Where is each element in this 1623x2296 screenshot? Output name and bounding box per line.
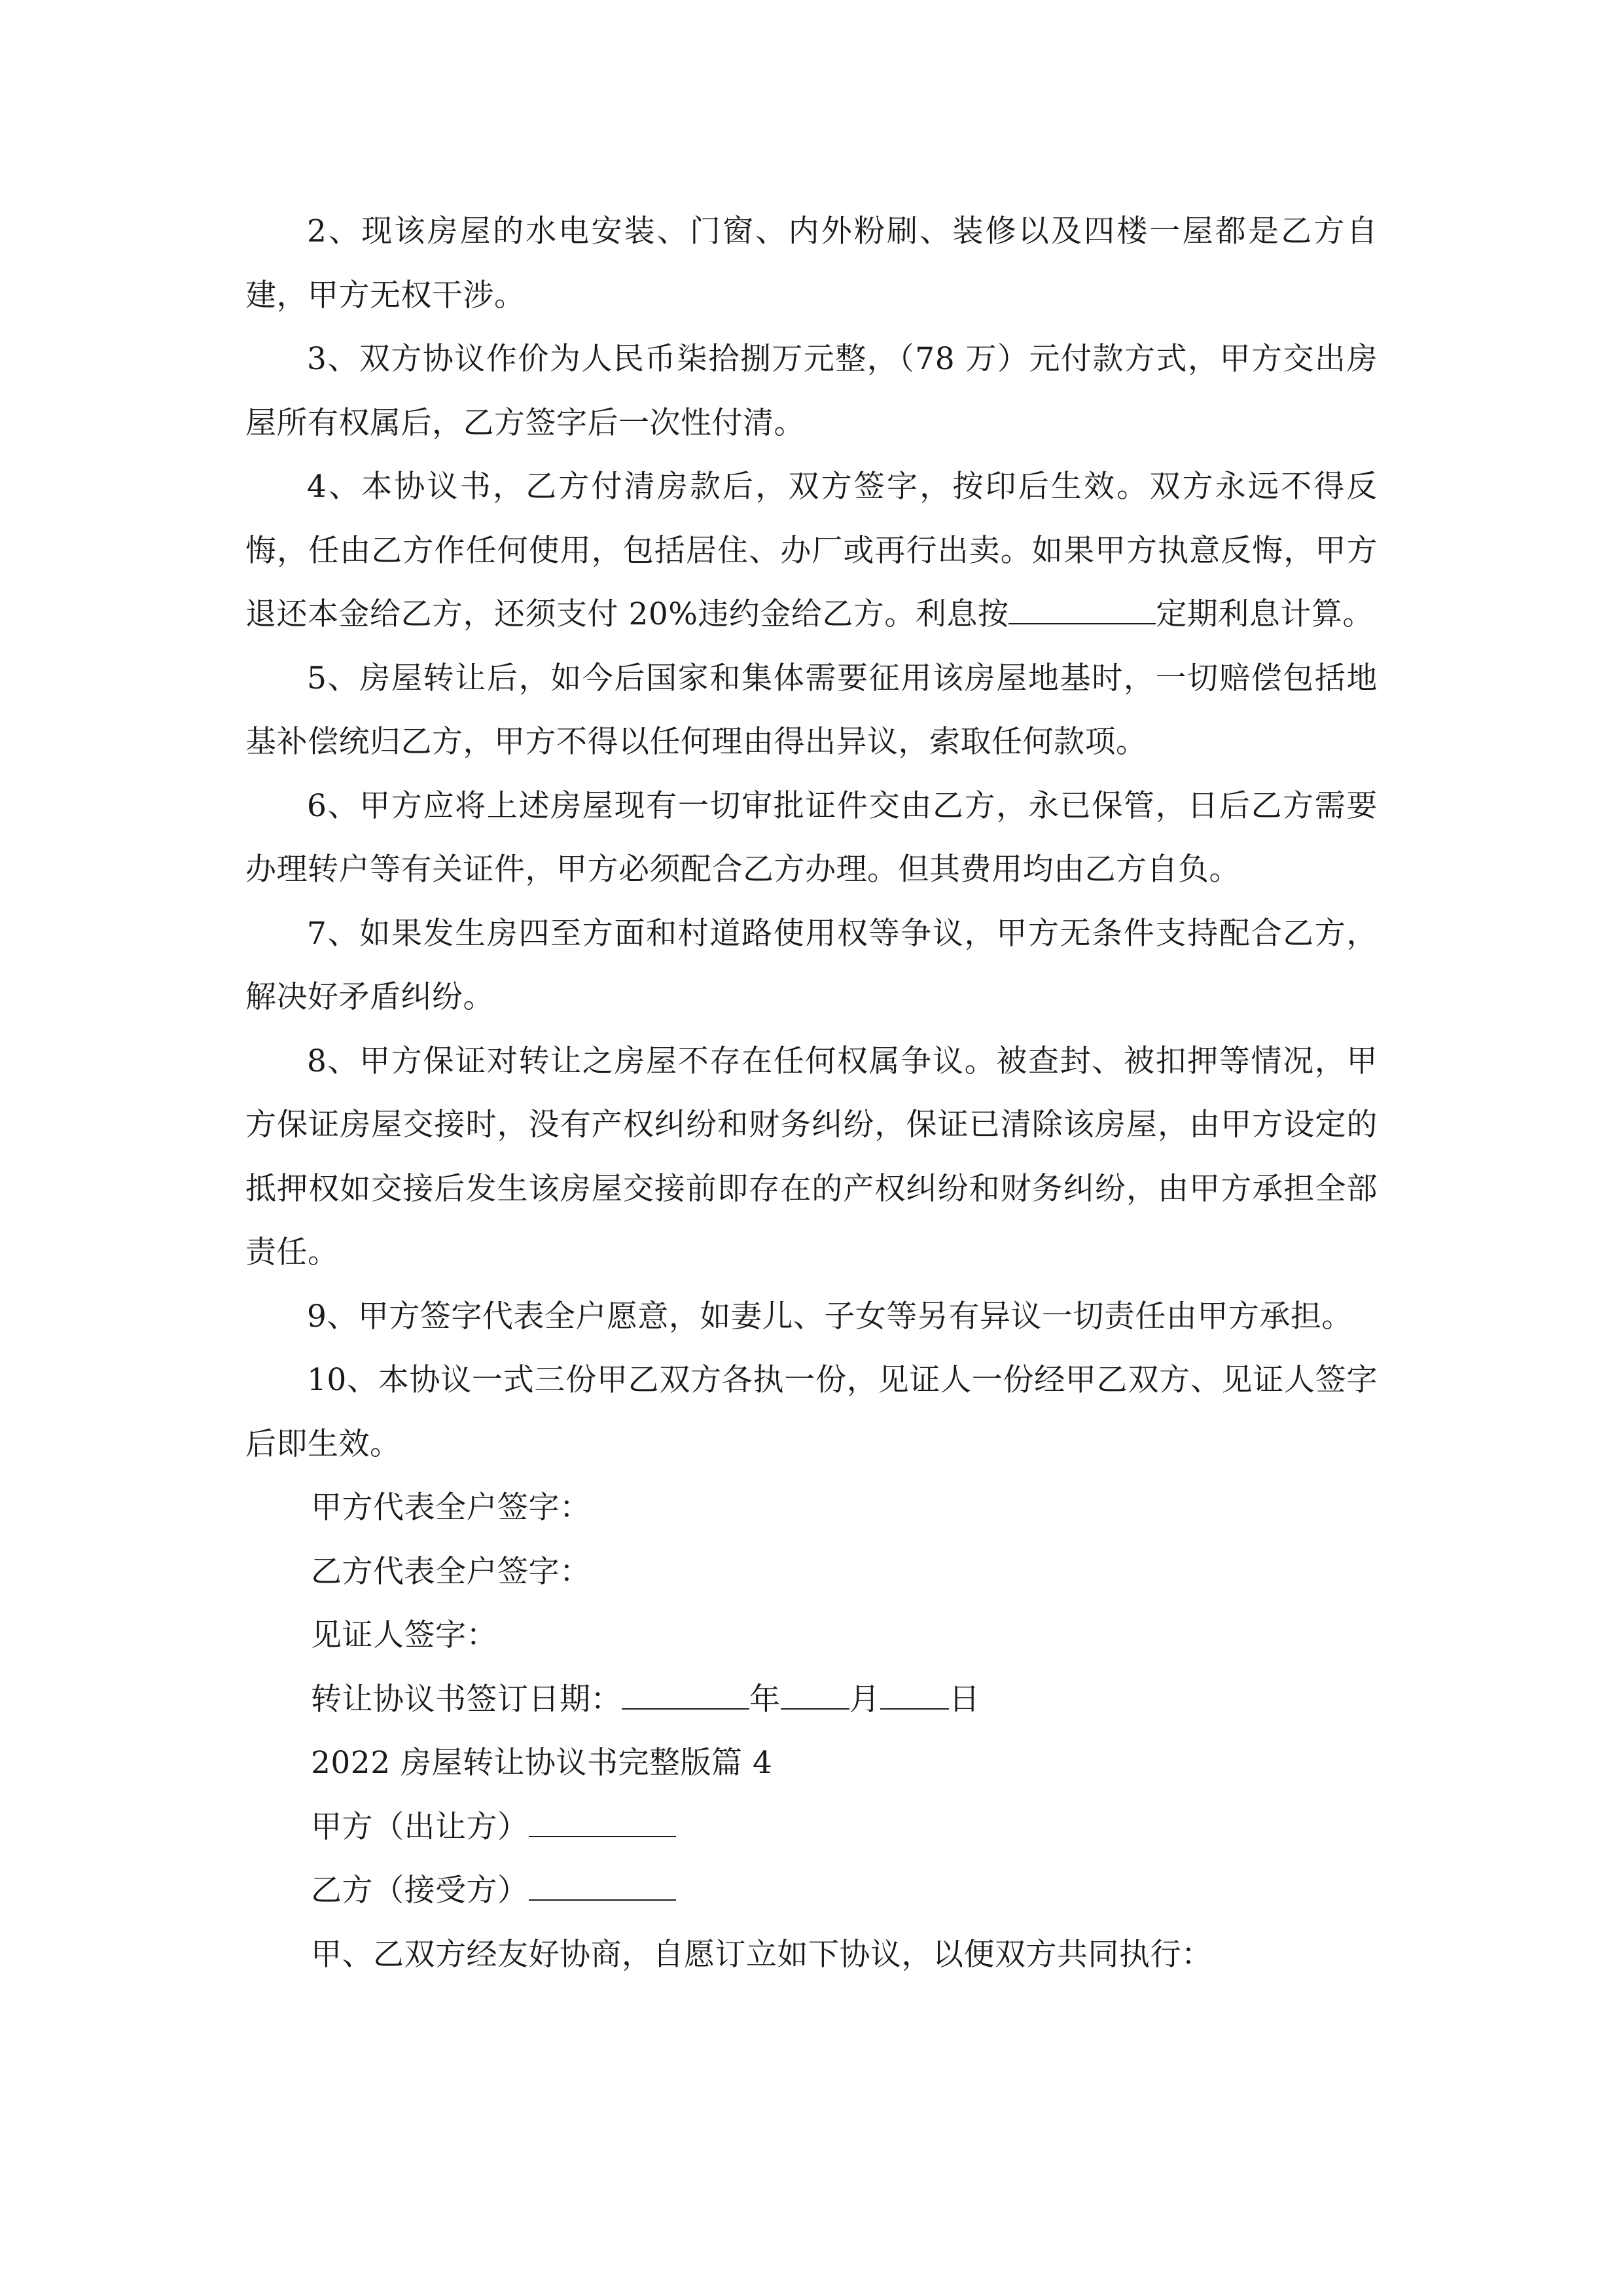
buyer-line: [245, 1859, 1378, 1923]
day-label: 日: [949, 1681, 980, 1717]
clause-7: 7、如果发生房四至方面和村道路使用权等争议，甲方无条件支持配合乙方，解决好矛盾纠纷。: [245, 915, 1378, 1015]
signing-date-label: 转让协议书签订日期：: [311, 1681, 622, 1717]
year-label: 年: [749, 1681, 781, 1717]
seller-blank: [529, 1810, 676, 1837]
year-blank: [622, 1682, 749, 1710]
clause-4-text: 4、本协议书，乙方付清房款后，双方签字，按印后生效。双方永远不得反悔，任由乙方作任何使用，包括居住、办厂或再行出卖。如果甲方执意反悔，甲方退还本金给乙方，还须支付 20%违约金给乙方。利息按: [245, 469, 1378, 632]
signing-date-line: [245, 1668, 1378, 1732]
clause-4-tail: 定期利息计算。: [1156, 596, 1374, 632]
clause-10: 10、本协议一式三份甲乙双方各执一份，见证人一份经甲乙双方、见证人签字后即生效。: [245, 1362, 1378, 1462]
seller-label: 甲方（出让方）: [311, 1808, 529, 1845]
day-blank: [880, 1682, 949, 1710]
agreement-intro: 甲、乙双方经友好协商，自愿订立如下协议，以便双方共同执行：: [311, 1936, 1213, 1973]
month-label: 月: [849, 1681, 880, 1717]
party-b-signature: 乙方代表全户签字：: [311, 1553, 591, 1590]
month-blank: [781, 1682, 849, 1710]
seller-line: [245, 1795, 1378, 1859]
clause-9: 9、甲方签字代表全户愿意，如妻儿、子女等另有异议一切责任由甲方承担。: [307, 1298, 1353, 1335]
party-a-signature: 甲方代表全户签字：: [311, 1490, 591, 1526]
clause-4: [245, 455, 1378, 647]
witness-signature: 见证人签字：: [311, 1617, 497, 1653]
clause-5: 5、房屋转让后，如今后国家和集体需要征用该房屋地基时，一切赔偿包括地基补偿统归乙方，甲方不得以任何理由得出异议，索取任何款项。: [245, 660, 1378, 760]
clause-8: 8、甲方保证对转让之房屋不存在任何权属争议。被查封、被扣押等情况，甲方保证房屋交接时，没有产权纠纷和财务纠纷，保证已清除该房屋，由甲方设定的抵押权如交接后发生该房屋交接前即存在的产权纠纷和财务纠纷，由甲方承担全部责任。: [245, 1043, 1378, 1270]
section-title: 2022 房屋转让协议书完整版篇 4: [311, 1745, 773, 1781]
clause-3: 3、双方协议作价为人民币柒拾捌万元整，（78 万）元付款方式，甲方交出房屋所有权属后，乙方签字后一次性付清。: [245, 341, 1378, 441]
clause-2: 2、现该房屋的水电安装、门窗、内外粉刷、装修以及四楼一屋都是乙方自建，甲方无权干涉。: [245, 213, 1378, 314]
interest-rate-blank: [1008, 597, 1156, 624]
buyer-blank: [529, 1873, 676, 1901]
buyer-label: 乙方（接受方）: [311, 1873, 529, 1909]
document-body: [245, 200, 1378, 1986]
clause-6: 6、甲方应将上述房屋现有一切审批证件交由乙方，永已保管，日后乙方需要办理转户等有关证件，甲方必须配合乙方办理。但其费用均由乙方自负。: [245, 787, 1378, 888]
